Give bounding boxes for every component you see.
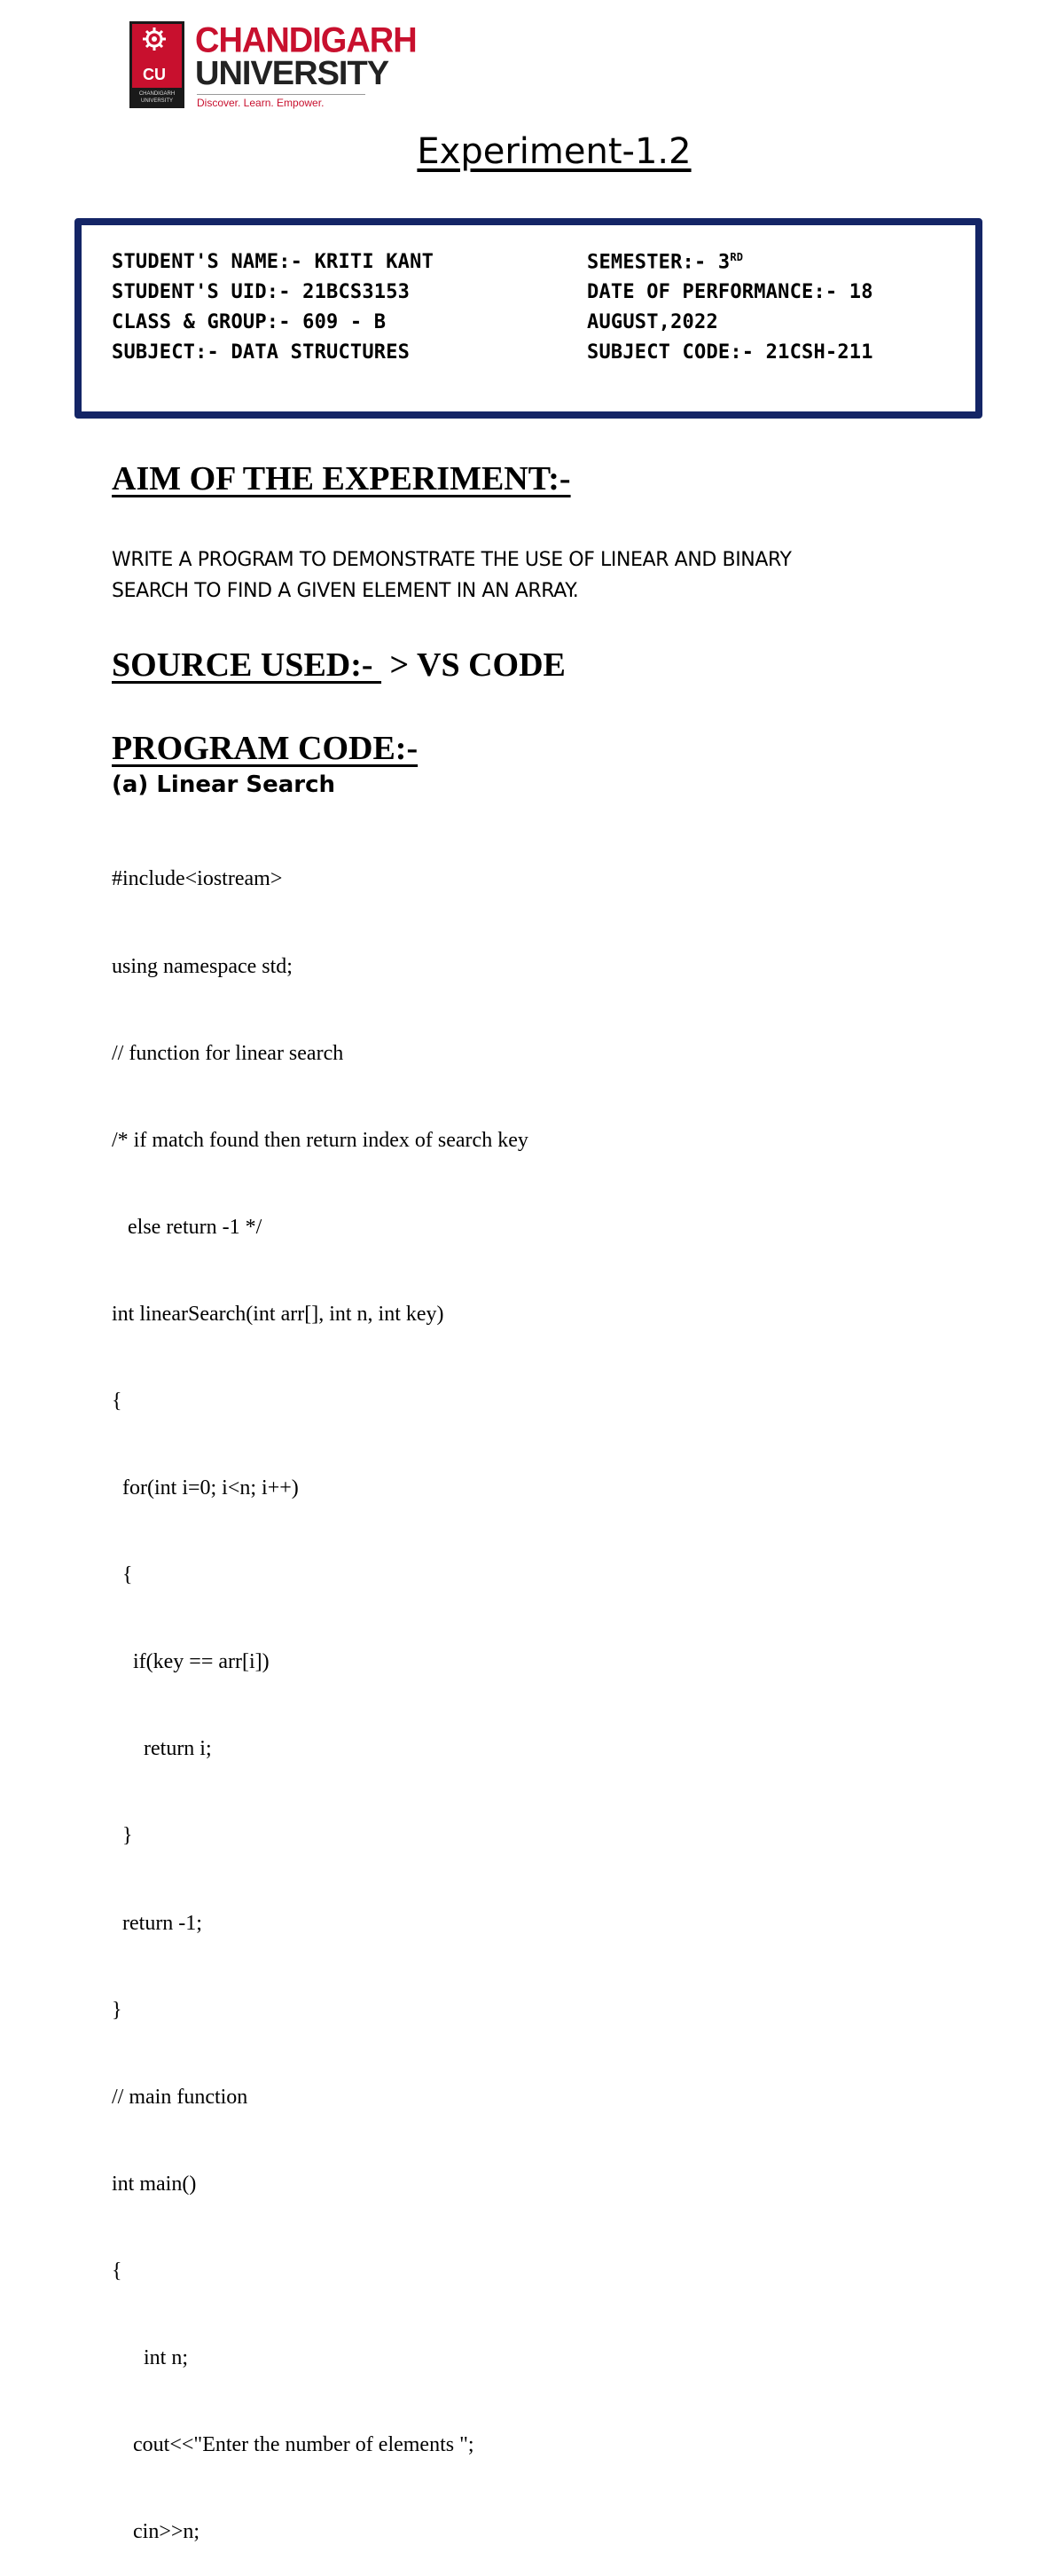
- date-of-performance: DATE OF PERFORMANCE:- 18: [587, 281, 873, 303]
- aim-text: [112, 544, 963, 607]
- semester-value: SEMESTER:- 3: [587, 251, 731, 274]
- university-logo: [129, 21, 417, 110]
- code-block: [112, 807, 528, 2576]
- program-code-heading: PROGRAM CODE:-: [112, 730, 419, 767]
- logo-emblem: [129, 21, 184, 108]
- code-line: {: [112, 1563, 133, 1587]
- code-line: {: [112, 2259, 122, 2282]
- logo-cu-text: CU: [143, 66, 166, 83]
- code-line: #include<iostream>: [112, 867, 283, 891]
- code-line: cin>>n;: [112, 2520, 200, 2544]
- linear-search-heading: (a) Linear Search: [112, 771, 336, 798]
- code-line: int linearSearch(int arr[], int n, int key): [112, 1302, 444, 1326]
- logo-divider: [197, 94, 365, 95]
- aim-text-line-2: SEARCH TO FIND A GIVEN ELEMENT IN AN ARRAY.: [112, 580, 579, 602]
- subject-code: SUBJECT CODE:- 21CSH-211: [587, 341, 873, 364]
- logo-name-line2: UNIVERSITY: [195, 55, 389, 92]
- semester: [587, 251, 743, 273]
- student-name: STUDENT'S NAME:- KRITI KANT: [112, 251, 434, 273]
- code-line: if(key == arr[i]): [112, 1650, 270, 1674]
- logo-small-text: CHANDIGARH UNIVERSITY: [138, 91, 176, 104]
- student-uid: STUDENT'S UID:- 21BCS3153: [112, 281, 411, 303]
- code-line: /* if match found then return index of search key: [112, 1128, 528, 1152]
- class-group: CLASS & GROUP:- 609 - B: [112, 311, 387, 333]
- code-line: cout<<"Enter the number of elements ";: [112, 2433, 474, 2457]
- gear-icon: [142, 27, 167, 51]
- source-value: > VS CODE: [381, 646, 566, 684]
- date-of-performance-cont: AUGUST,2022: [587, 311, 718, 333]
- code-line: return i;: [112, 1737, 212, 1761]
- code-line: // function for linear search: [112, 1041, 344, 1065]
- aim-text-line-1: WRITE A PROGRAM TO DEMONSTRATE THE USE OF LINEAR AND BINARY: [112, 549, 792, 571]
- code-line: {: [112, 1389, 122, 1413]
- code-line: return -1;: [112, 1911, 202, 1935]
- logo-tagline: Discover. Learn. Empower.: [197, 97, 325, 109]
- aim-heading: AIM OF THE EXPERIMENT:-: [112, 460, 571, 497]
- code-line: for(int i=0; i<n; i++): [112, 1476, 299, 1500]
- logo-name-line1: CHANDIGARH: [195, 21, 417, 61]
- subject: SUBJECT:- DATA STRUCTURES: [112, 341, 411, 364]
- semester-superscript: RD: [730, 251, 744, 263]
- code-line: int n;: [112, 2346, 189, 2369]
- experiment-title: Experiment-1.2: [417, 131, 692, 172]
- code-line: // main function: [112, 2085, 248, 2109]
- source-heading: [112, 646, 566, 685]
- code-line: }: [112, 1998, 122, 2022]
- code-line: using namespace std;: [112, 954, 293, 978]
- code-line: int main(): [112, 2172, 197, 2196]
- source-label: SOURCE USED:-: [112, 646, 382, 684]
- code-line: }: [112, 1824, 133, 1848]
- code-line: else return -1 */: [112, 1215, 262, 1239]
